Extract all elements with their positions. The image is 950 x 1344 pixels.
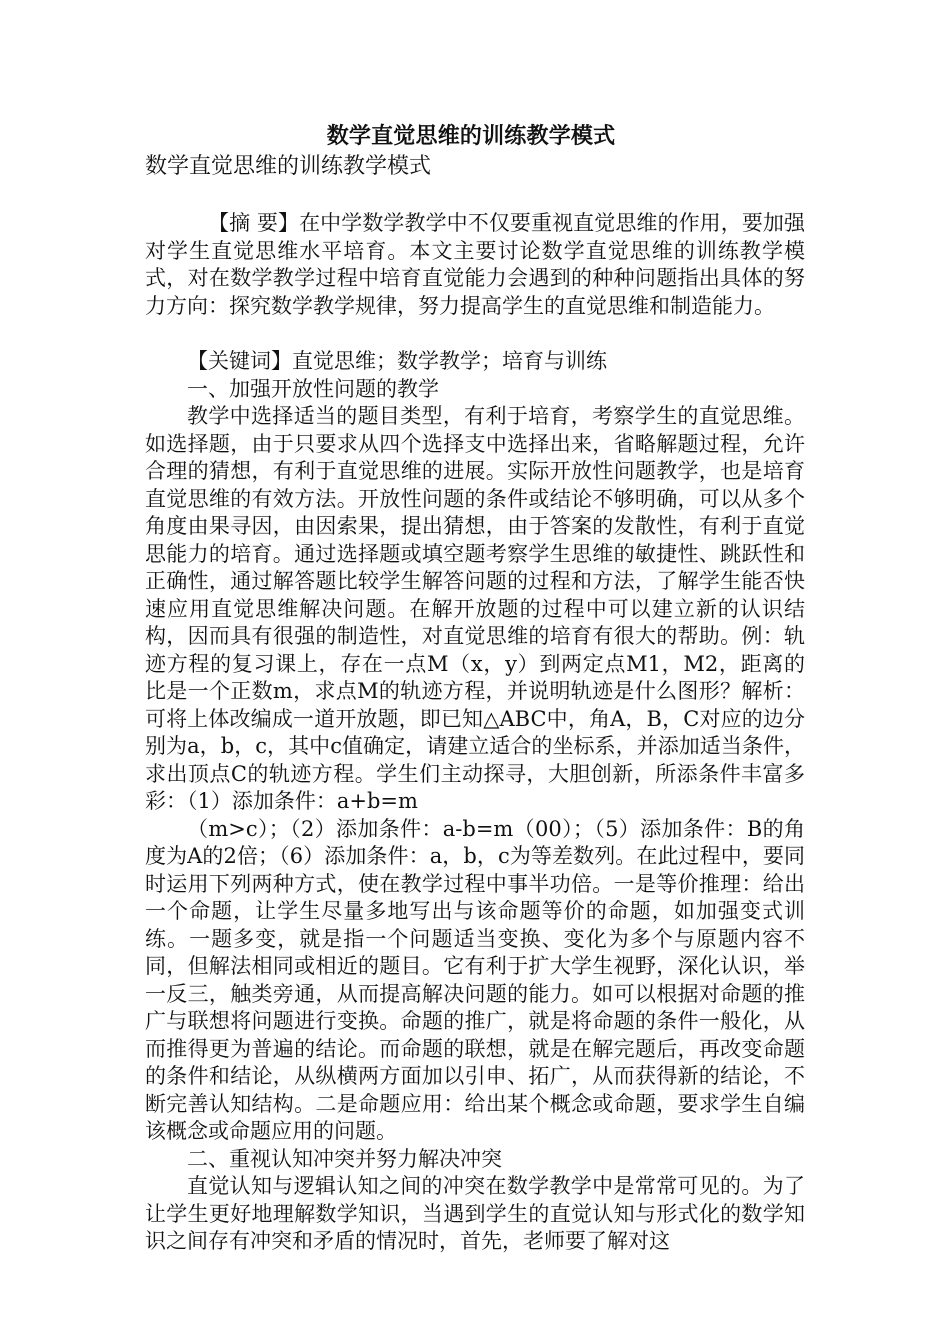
document-title: 数学直觉思维的训练教学模式 bbox=[326, 123, 616, 149]
section-heading-2: 二、重视认知冲突并努力解决冲突 bbox=[187, 1146, 502, 1171]
document-subtitle: 数学直觉思维的训练教学模式 bbox=[145, 154, 432, 179]
section1-paragraph-2: （m>c）；（2）添加条件：a-b=m（00）；（5）添加条件：B的角度为A的2倍；（6）添加条件：a，b，c为等差数列。在此过程中，要同时运用下列两种方式，使在教学过程中事半功倍。一是等价推理：给出一个命题，让学生尽量多地写出与该命题等价的命题，如加强变式训练。一题多变，就是指一个问题适当变换、变化为多个与原题内容不同，但解法相同或相近的题目。它有利于扩大学生视野，深化认识，举一反三，触类旁通，从而提高解决问题的能力。如可以根据对命题的推广与联想将问题进行变换。命题的推广，就是将命题的条件一般化，从而推得更为普遍的结论。而命题的联想，就是在解完题后，再改变命题的条件和结论，从纵横两方面加以引申、拓广，从而获得新的结论，不断完善认知结构。二是命题应用：给出某个概念或命题，要求学生自编该概念或命题应用的问题。 bbox=[145, 816, 805, 1143]
keywords-line: 【关键词】直觉思维；数学教学；培育与训练 bbox=[187, 349, 607, 373]
section2-paragraph-1: 直觉认知与逻辑认知之间的冲突在数学教学中是常常可见的。为了让学生更好地理解数学知识，当遇到学生的直觉认知与形式化的数学知识之间存有冲突和矛盾的情况时，首先，老师要了解对这 bbox=[145, 1174, 805, 1253]
abstract-paragraph: 【摘 要】在中学数学教学中不仅要重视直觉思维的作用，要加强对学生直觉思维水平培育。本文主要讨论数学直觉思维的训练教学模式，对在数学教学过程中培育直觉能力会遇到的种种问题指出具体的努力方向：探究数学教学规律，努力提高学生的直觉思维和制造能力。 bbox=[145, 211, 805, 318]
spacer bbox=[145, 320, 805, 348]
section-heading-1: 一、加强开放性问题的教学 bbox=[187, 376, 439, 401]
section1-paragraph-1: 教学中选择适当的题目类型，有利于培育，考察学生的直觉思维。如选择题，由于只要求从四个选择支中选择出来，省略解题过程，允许合理的猜想，有利于直觉思维的进展。实际开放性问题教学，也是培育直觉思维的有效方法。开放性问题的条件或结论不够明确，可以从多个角度由果寻因，由因索果，提出猜想，由于答案的发散性，有利于直觉思能力的培育。通过选择题或填空题考察学生思维的敏捷性、跳跃性和正确性，通过解答题比较学生解答问题的过程和方法，了解学生能否快速应用直觉思维解决问题。在解开放题的过程中可以建立新的认识结构，因而具有很强的制造性，对直觉思维的培育有很大的帮助。例：轨迹方程的复习课上，存在一点M（x，y）到两定点M1，M2，距离的比是一个正数m，求点M的轨迹方程，并说明轨迹是什么图形？解析：可将上体改编成一道开放题，即已知△ABC中，角A，B，C对应的边分别为a，b，c，其中c值确定，请建立适合的坐标系，并添加适当条件，求出顶点C的轨迹方程。学生们主动探寻，大胆创新，所添条件丰富多彩：（1）添加条件：a+b=m bbox=[145, 404, 805, 813]
document-body bbox=[145, 120, 805, 1256]
spacer bbox=[145, 182, 805, 210]
